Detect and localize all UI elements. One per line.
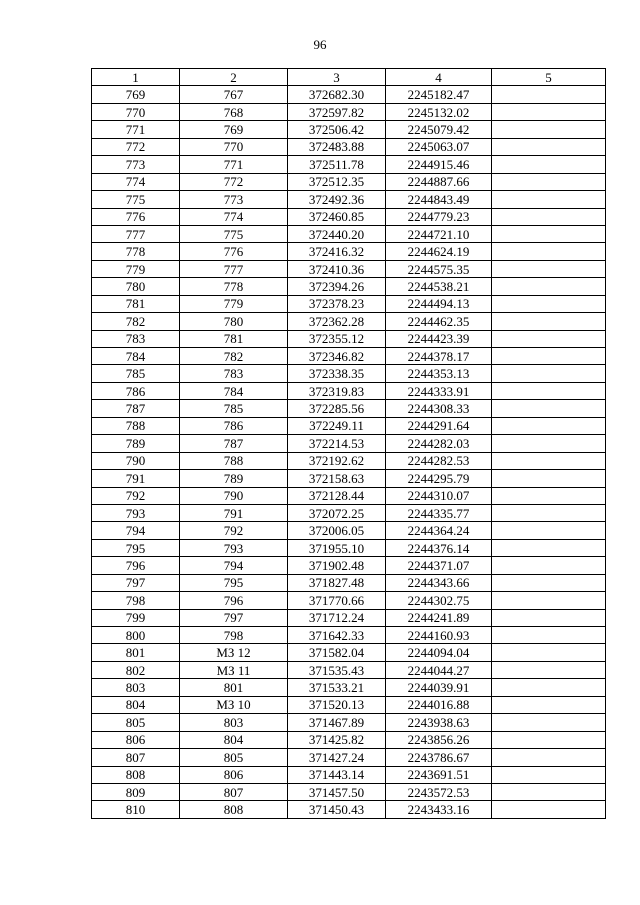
- table-cell-col4: 2244887.66: [386, 173, 492, 190]
- table-cell-col5: [492, 365, 606, 382]
- table-row: [92, 278, 606, 295]
- table-cell-col2: 795: [180, 574, 288, 591]
- table-cell-col1: 802: [92, 661, 180, 678]
- table-cell-col5: [492, 86, 606, 103]
- table-cell-col2: 798: [180, 627, 288, 644]
- table-cell-col1: 806: [92, 731, 180, 748]
- table-row: [92, 435, 606, 452]
- table-cell-col1: 799: [92, 609, 180, 626]
- table-cell-col1: 781: [92, 295, 180, 312]
- table-cell-col2: 779: [180, 295, 288, 312]
- table-row: [92, 644, 606, 661]
- table-row: [92, 295, 606, 312]
- table-cell-col4: 2244538.21: [386, 278, 492, 295]
- table-cell-col5: [492, 173, 606, 190]
- table-cell-col1: 801: [92, 644, 180, 661]
- table-cell-col4: 2243572.53: [386, 783, 492, 800]
- table-cell-col4: 2245063.07: [386, 138, 492, 155]
- table-cell-col2: 801: [180, 679, 288, 696]
- table-row: [92, 452, 606, 469]
- table-row: [92, 313, 606, 330]
- table-row: [92, 731, 606, 748]
- table-cell-col3: 372346.82: [288, 348, 386, 365]
- table-cell-col2: 796: [180, 592, 288, 609]
- table-cell-col2: 790: [180, 487, 288, 504]
- table-header-row: [92, 69, 606, 86]
- table-cell-col1: 778: [92, 243, 180, 260]
- table-cell-col3: 371443.14: [288, 766, 386, 783]
- table-cell-col4: 2244335.77: [386, 504, 492, 521]
- table-cell-col4: 2244462.35: [386, 313, 492, 330]
- table-cell-col3: 371712.24: [288, 609, 386, 626]
- table-cell-col1: 776: [92, 208, 180, 225]
- table-cell-col3: 371457.50: [288, 783, 386, 800]
- table-cell-col2: 769: [180, 121, 288, 138]
- table-cell-col5: [492, 191, 606, 208]
- table-cell-col3: 371642.33: [288, 627, 386, 644]
- table-row: [92, 470, 606, 487]
- table-cell-col3: 371520.13: [288, 696, 386, 713]
- table-cell-col1: 772: [92, 138, 180, 155]
- table-cell-col5: [492, 644, 606, 661]
- table-cell-col2: 770: [180, 138, 288, 155]
- table-cell-col4: 2244094.04: [386, 644, 492, 661]
- table-cell-col2: 787: [180, 435, 288, 452]
- table-row: [92, 661, 606, 678]
- table-cell-col5: [492, 609, 606, 626]
- table-cell-col5: [492, 801, 606, 818]
- table-cell-col2: 771: [180, 156, 288, 173]
- table-cell-col4: 2244016.88: [386, 696, 492, 713]
- table-cell-col3: 372378.23: [288, 295, 386, 312]
- table-cell-col3: 371533.21: [288, 679, 386, 696]
- table-cell-col2: 788: [180, 452, 288, 469]
- table-row: [92, 173, 606, 190]
- table-row: [92, 609, 606, 626]
- table-cell-col5: [492, 522, 606, 539]
- table-cell-col2: 791: [180, 504, 288, 521]
- table-cell-col4: 2244378.17: [386, 348, 492, 365]
- table-cell-col2: 806: [180, 766, 288, 783]
- table-cell-col1: 774: [92, 173, 180, 190]
- column-header-4: 4: [386, 69, 492, 86]
- table-cell-col2: 767: [180, 86, 288, 103]
- table-cell-col1: 791: [92, 470, 180, 487]
- table-cell-col4: 2245079.42: [386, 121, 492, 138]
- table-cell-col3: 371582.04: [288, 644, 386, 661]
- table-cell-col1: 786: [92, 382, 180, 399]
- table-row: [92, 121, 606, 138]
- table-cell-col1: 780: [92, 278, 180, 295]
- table-row: [92, 522, 606, 539]
- table-row: [92, 225, 606, 242]
- table-cell-col3: 372006.05: [288, 522, 386, 539]
- table-cell-col5: [492, 278, 606, 295]
- table-cell-col2: 797: [180, 609, 288, 626]
- table-cell-col3: 372460.85: [288, 208, 386, 225]
- table-cell-col3: 372319.83: [288, 382, 386, 399]
- table-cell-col4: 2244039.91: [386, 679, 492, 696]
- table-cell-col5: [492, 417, 606, 434]
- table-cell-col3: 371827.48: [288, 574, 386, 591]
- table-cell-col4: 2245132.02: [386, 103, 492, 120]
- table-cell-col4: 2244282.53: [386, 452, 492, 469]
- table-row: [92, 783, 606, 800]
- table-cell-col3: 372416.32: [288, 243, 386, 260]
- table-cell-col2: МЗ 10: [180, 696, 288, 713]
- table-cell-col2: 772: [180, 173, 288, 190]
- table-cell-col5: [492, 121, 606, 138]
- table-cell-col5: [492, 504, 606, 521]
- table-cell-col3: 371770.66: [288, 592, 386, 609]
- table-cell-col3: 372492.36: [288, 191, 386, 208]
- table-cell-col4: 2243856.26: [386, 731, 492, 748]
- table-cell-col3: 371467.89: [288, 714, 386, 731]
- table-cell-col4: 2244371.07: [386, 557, 492, 574]
- table-cell-col5: [492, 487, 606, 504]
- column-header-1: 1: [92, 69, 180, 86]
- table-cell-col5: [492, 313, 606, 330]
- table-cell-col1: 809: [92, 783, 180, 800]
- table-cell-col5: [492, 679, 606, 696]
- table-row: [92, 191, 606, 208]
- table-cell-col4: 2244364.24: [386, 522, 492, 539]
- table-cell-col5: [492, 295, 606, 312]
- table-cell-col1: 771: [92, 121, 180, 138]
- table-row: [92, 627, 606, 644]
- table-cell-col2: 778: [180, 278, 288, 295]
- table-row: [92, 86, 606, 103]
- table-cell-col1: 803: [92, 679, 180, 696]
- table-cell-col1: 795: [92, 539, 180, 556]
- table-cell-col1: 790: [92, 452, 180, 469]
- table-row: [92, 400, 606, 417]
- table-cell-col5: [492, 225, 606, 242]
- table-cell-col2: 786: [180, 417, 288, 434]
- table-cell-col3: 372285.56: [288, 400, 386, 417]
- page-number: 96: [313, 37, 327, 52]
- table-cell-col3: 372506.42: [288, 121, 386, 138]
- table-cell-col5: [492, 766, 606, 783]
- table-cell-col3: 372249.11: [288, 417, 386, 434]
- table-cell-col4: 2244423.39: [386, 330, 492, 347]
- table-cell-col1: 783: [92, 330, 180, 347]
- table-cell-col5: [492, 749, 606, 766]
- table-cell-col4: 2245182.47: [386, 86, 492, 103]
- table-cell-col1: 810: [92, 801, 180, 818]
- table-cell-col1: 789: [92, 435, 180, 452]
- table-cell-col1: 807: [92, 749, 180, 766]
- table-cell-col2: 792: [180, 522, 288, 539]
- table-cell-col3: 371902.48: [288, 557, 386, 574]
- table-cell-col4: 2244494.13: [386, 295, 492, 312]
- table-cell-col2: 777: [180, 260, 288, 277]
- table-row: [92, 557, 606, 574]
- table-cell-col1: 797: [92, 574, 180, 591]
- table-cell-col4: 2244308.33: [386, 400, 492, 417]
- table-cell-col2: 785: [180, 400, 288, 417]
- table-cell-col2: 776: [180, 243, 288, 260]
- table-row: [92, 138, 606, 155]
- table-row: [92, 679, 606, 696]
- table-cell-col4: 2244575.35: [386, 260, 492, 277]
- table-cell-col1: 794: [92, 522, 180, 539]
- table-cell-col3: 372394.26: [288, 278, 386, 295]
- table-cell-col3: 371427.24: [288, 749, 386, 766]
- table-row: [92, 103, 606, 120]
- table-row: [92, 382, 606, 399]
- table-row: [92, 714, 606, 731]
- table-cell-col5: [492, 539, 606, 556]
- table-row: [92, 504, 606, 521]
- table-cell-col1: 777: [92, 225, 180, 242]
- table-cell-col3: 372440.20: [288, 225, 386, 242]
- table-cell-col1: 769: [92, 86, 180, 103]
- table-cell-col1: 805: [92, 714, 180, 731]
- table-cell-col2: МЗ 12: [180, 644, 288, 661]
- table-cell-col1: 782: [92, 313, 180, 330]
- table-cell-col4: 2244624.19: [386, 243, 492, 260]
- table-cell-col4: 2244282.03: [386, 435, 492, 452]
- table-cell-col1: 775: [92, 191, 180, 208]
- table-cell-col2: 789: [180, 470, 288, 487]
- table-cell-col3: 372128.44: [288, 487, 386, 504]
- table-cell-col3: 372158.63: [288, 470, 386, 487]
- table-cell-col5: [492, 731, 606, 748]
- table-cell-col5: [492, 156, 606, 173]
- table-row: [92, 208, 606, 225]
- table-cell-col4: 2244241.89: [386, 609, 492, 626]
- table-cell-col5: [492, 627, 606, 644]
- table-cell-col1: 808: [92, 766, 180, 783]
- table-cell-col2: МЗ 11: [180, 661, 288, 678]
- table-cell-col5: [492, 470, 606, 487]
- table-cell-col2: 804: [180, 731, 288, 748]
- table-cell-col3: 372192.62: [288, 452, 386, 469]
- table-cell-col1: 770: [92, 103, 180, 120]
- table-cell-col5: [492, 661, 606, 678]
- table-cell-col1: 773: [92, 156, 180, 173]
- table-cell-col1: 798: [92, 592, 180, 609]
- table-cell-col1: 792: [92, 487, 180, 504]
- table-body: [92, 86, 606, 818]
- table-cell-col2: 773: [180, 191, 288, 208]
- table-row: [92, 348, 606, 365]
- table-cell-col4: 2243786.67: [386, 749, 492, 766]
- table-cell-col4: 2244721.10: [386, 225, 492, 242]
- table-row: [92, 156, 606, 173]
- table-cell-col1: 793: [92, 504, 180, 521]
- table-cell-col5: [492, 348, 606, 365]
- table-cell-col1: 779: [92, 260, 180, 277]
- table-row: [92, 539, 606, 556]
- table-cell-col3: 371425.82: [288, 731, 386, 748]
- column-header-2: 2: [180, 69, 288, 86]
- table-cell-col4: 2244343.66: [386, 574, 492, 591]
- column-header-5: 5: [492, 69, 606, 86]
- table-cell-col4: 2244044.27: [386, 661, 492, 678]
- table-row: [92, 365, 606, 382]
- table-row: [92, 766, 606, 783]
- table-cell-col3: 372512.35: [288, 173, 386, 190]
- table-cell-col5: [492, 696, 606, 713]
- table-cell-col4: 2244310.07: [386, 487, 492, 504]
- table-cell-col3: 372355.12: [288, 330, 386, 347]
- table-cell-col2: 807: [180, 783, 288, 800]
- table-cell-col4: 2244333.91: [386, 382, 492, 399]
- table-cell-col5: [492, 574, 606, 591]
- table-cell-col3: 371955.10: [288, 539, 386, 556]
- table-row: [92, 592, 606, 609]
- table-cell-col4: 2244843.49: [386, 191, 492, 208]
- table-cell-col3: 371535.43: [288, 661, 386, 678]
- table-cell-col3: 372072.25: [288, 504, 386, 521]
- coordinates-table: [91, 68, 606, 819]
- table-cell-col4: 2244291.64: [386, 417, 492, 434]
- table-cell-col5: [492, 382, 606, 399]
- table-cell-col3: 372410.36: [288, 260, 386, 277]
- table-row: [92, 801, 606, 818]
- table-cell-col2: 805: [180, 749, 288, 766]
- table-row: [92, 417, 606, 434]
- table-cell-col4: 2243938.63: [386, 714, 492, 731]
- table-cell-col5: [492, 783, 606, 800]
- table-cell-col2: 782: [180, 348, 288, 365]
- table-cell-col2: 794: [180, 557, 288, 574]
- table-cell-col4: 2244779.23: [386, 208, 492, 225]
- table-cell-col4: 2244353.13: [386, 365, 492, 382]
- table-row: [92, 749, 606, 766]
- table-cell-col5: [492, 452, 606, 469]
- table-cell-col3: 372483.88: [288, 138, 386, 155]
- table-cell-col5: [492, 435, 606, 452]
- table-cell-col3: 372597.82: [288, 103, 386, 120]
- table-cell-col5: [492, 260, 606, 277]
- table-cell-col3: 372362.28: [288, 313, 386, 330]
- table-cell-col2: 775: [180, 225, 288, 242]
- table-row: [92, 487, 606, 504]
- table-cell-col1: 796: [92, 557, 180, 574]
- table-cell-col5: [492, 330, 606, 347]
- table-cell-col3: 372214.53: [288, 435, 386, 452]
- table-cell-col1: 784: [92, 348, 180, 365]
- table-cell-col2: 780: [180, 313, 288, 330]
- table-cell-col2: 784: [180, 382, 288, 399]
- table-cell-col5: [492, 400, 606, 417]
- table-cell-col5: [492, 592, 606, 609]
- table-row: [92, 330, 606, 347]
- table-row: [92, 243, 606, 260]
- table-cell-col5: [492, 714, 606, 731]
- table-cell-col2: 774: [180, 208, 288, 225]
- table-row: [92, 260, 606, 277]
- table-cell-col5: [492, 103, 606, 120]
- table-cell-col1: 785: [92, 365, 180, 382]
- table-cell-col3: 372682.30: [288, 86, 386, 103]
- table-cell-col2: 803: [180, 714, 288, 731]
- table-cell-col2: 783: [180, 365, 288, 382]
- table-row: [92, 574, 606, 591]
- table-cell-col5: [492, 557, 606, 574]
- table-cell-col4: 2244915.46: [386, 156, 492, 173]
- table-cell-col2: 768: [180, 103, 288, 120]
- table-cell-col1: 804: [92, 696, 180, 713]
- table-cell-col1: 800: [92, 627, 180, 644]
- table-cell-col5: [492, 243, 606, 260]
- table-cell-col4: 2243433.16: [386, 801, 492, 818]
- table-cell-col4: 2244376.14: [386, 539, 492, 556]
- table-cell-col2: 808: [180, 801, 288, 818]
- table-cell-col2: 793: [180, 539, 288, 556]
- table-row: [92, 696, 606, 713]
- table-cell-col5: [492, 138, 606, 155]
- table-cell-col3: 371450.43: [288, 801, 386, 818]
- table-cell-col4: 2244302.75: [386, 592, 492, 609]
- table-cell-col2: 781: [180, 330, 288, 347]
- table-cell-col3: 372511.78: [288, 156, 386, 173]
- table-cell-col4: 2244295.79: [386, 470, 492, 487]
- table-cell-col4: 2243691.51: [386, 766, 492, 783]
- table-cell-col1: 788: [92, 417, 180, 434]
- table-cell-col1: 787: [92, 400, 180, 417]
- table-cell-col3: 372338.35: [288, 365, 386, 382]
- table-cell-col5: [492, 208, 606, 225]
- column-header-3: 3: [288, 69, 386, 86]
- table-cell-col4: 2244160.93: [386, 627, 492, 644]
